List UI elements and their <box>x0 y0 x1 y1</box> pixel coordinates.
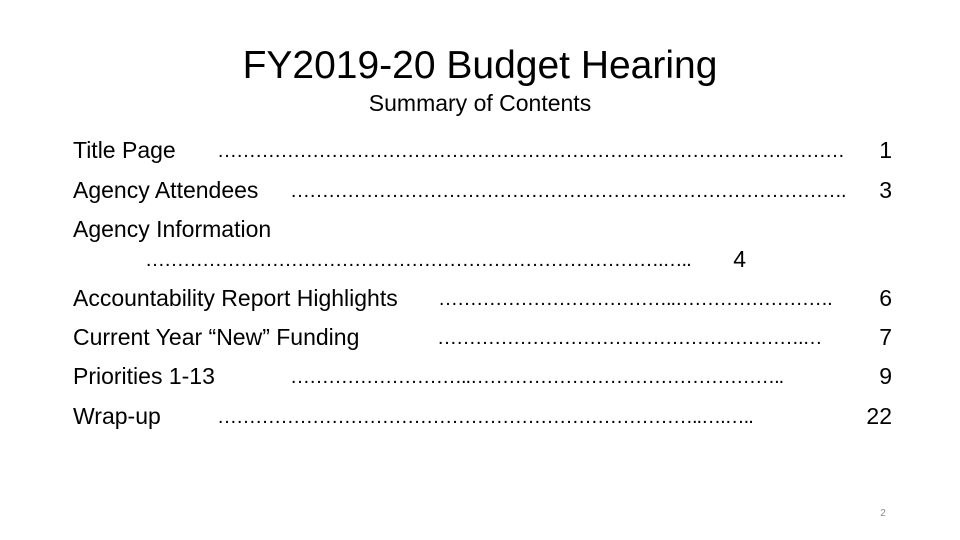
toc-entry-page: 3 <box>879 177 892 203</box>
toc-entry-leader: ………………………..………………………………………….. <box>290 366 784 388</box>
toc-entry-page: 1 <box>879 137 892 163</box>
toc-entry-leader: ………………………………………………….… <box>437 327 822 349</box>
toc-entry-label: Title Page <box>73 137 176 163</box>
slide-number: 2 <box>880 508 886 519</box>
toc-entry-leader: ……………………………………………………………………….….. <box>145 249 691 271</box>
toc-entry-label: Wrap-up <box>73 403 161 429</box>
toc-entry-page: 4 <box>733 246 746 272</box>
toc-entry-label: Agency Information <box>73 216 272 242</box>
toc-entry-page: 9 <box>879 363 892 389</box>
toc-entry-leader: …………………………………………………………………..….….. <box>217 406 753 428</box>
toc-entry-label: Accountability Report Highlights <box>73 285 398 311</box>
slide-subtitle: Summary of Contents <box>368 90 592 116</box>
toc-entry-label: Current Year “New” Funding <box>73 324 360 350</box>
toc-entry-label: Priorities 1-13 <box>73 363 215 389</box>
toc-entry-leader: ……………………………………………………………………………………… <box>217 140 844 162</box>
toc-entry-page: 22 <box>866 403 892 429</box>
toc-entry-label: Agency Attendees <box>73 177 259 203</box>
toc-entry-page: 7 <box>879 324 892 350</box>
toc-entry-page: 6 <box>879 285 892 311</box>
toc-entry-leader: ………………………………..……………………. <box>438 288 832 310</box>
slide-title: FY2019-20 Budget Hearing <box>242 44 718 87</box>
toc-entry-leader: ……………………………………………………………………………. <box>290 180 846 202</box>
